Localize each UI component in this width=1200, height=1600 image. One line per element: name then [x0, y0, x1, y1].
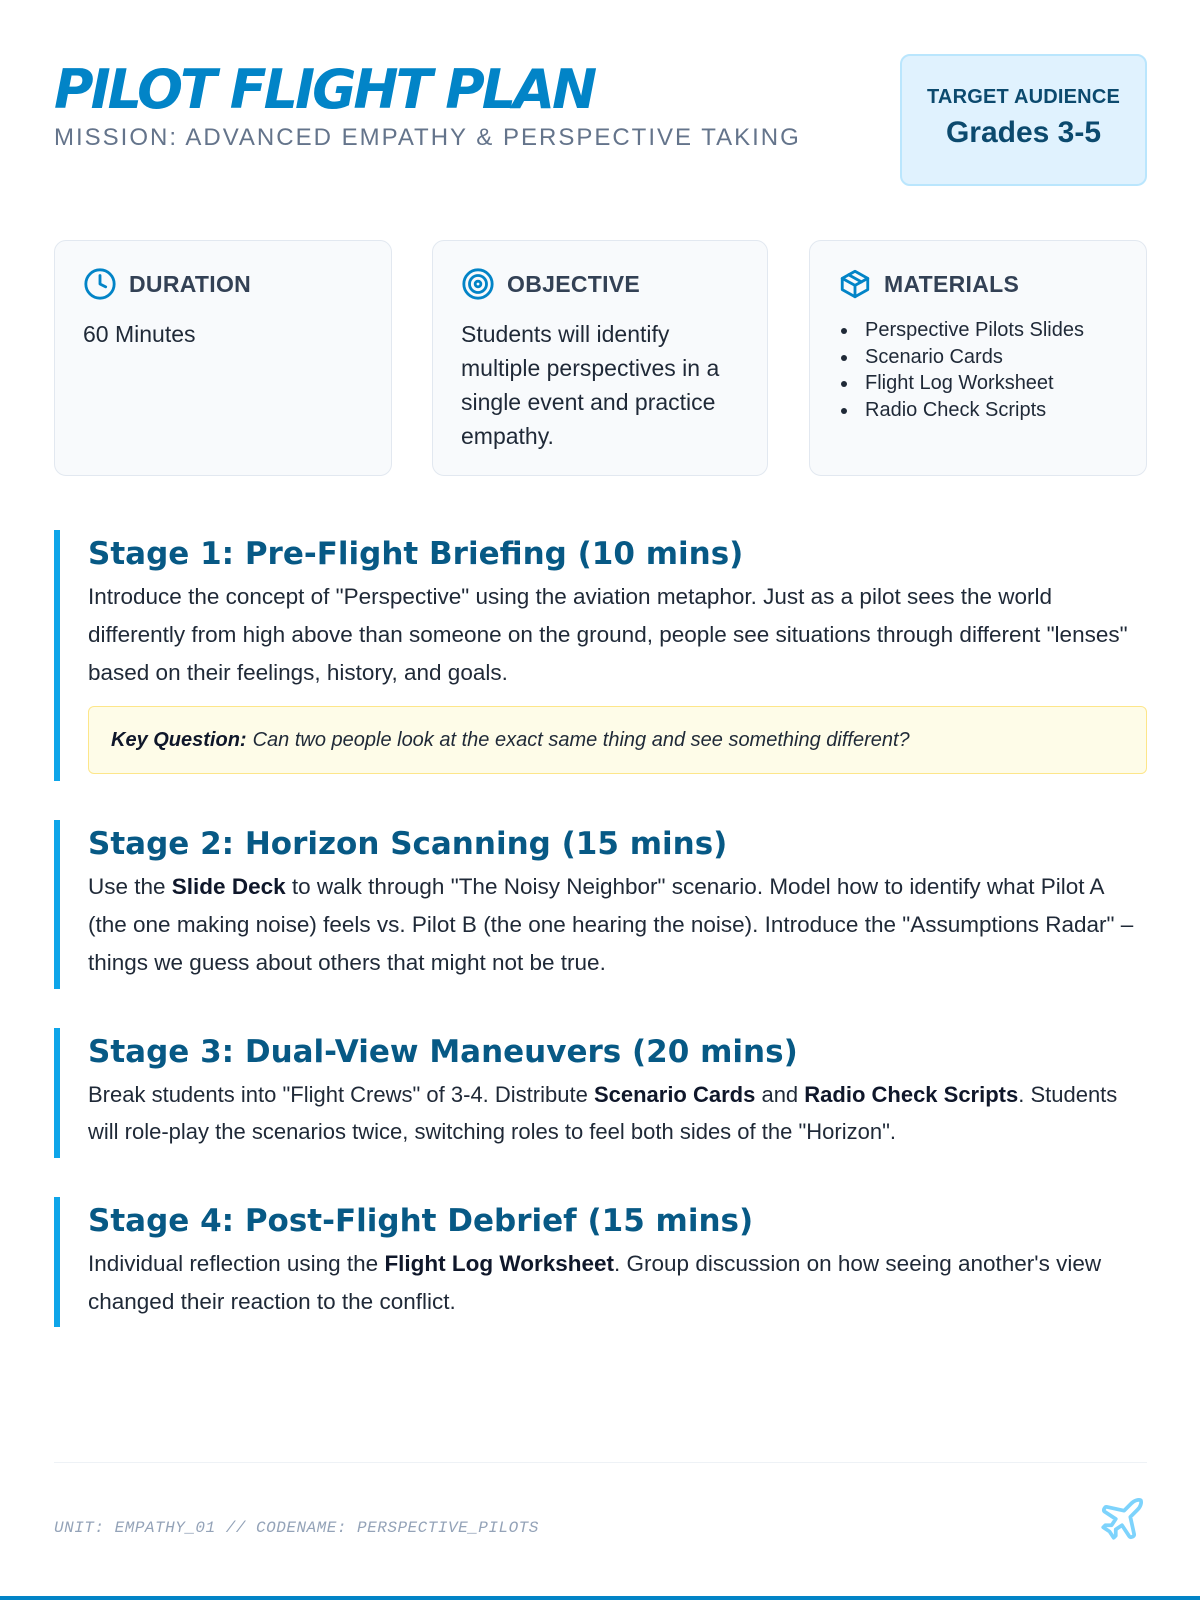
duration-card [54, 240, 392, 476]
materials-list-item: Scenario Cards [838, 344, 1132, 371]
materials-card [809, 240, 1147, 476]
materials-card-header [838, 267, 1019, 301]
plane-icon [1097, 1494, 1147, 1544]
stage-2-text-part: to walk through "The Noisy Neighbor" scenario. Model how to identify what Pilot A (the one making noise) feels vs. Pilot B (the one hearing the noise). Introduce the "Assumptions Radar" – things we guess about others that might not be true. [88, 874, 1134, 975]
materials-list [838, 317, 1132, 423]
stage-1-text: Introduce the concept of "Perspective" using the aviation metaphor. Just as a pilot sees the world differently from high above than someone on the ground, people see situations through different "lenses" based on their feelings, history, and goals. [88, 584, 1128, 685]
clock-icon [83, 267, 117, 301]
key-question-text: Can two people look at the exact same thing and see something different? [252, 728, 910, 751]
objective-title: OBJECTIVE [507, 270, 641, 297]
stage-3 [54, 1028, 1147, 1158]
stage-3-bold-radio-check-scripts: Radio Check Scripts [804, 1082, 1019, 1107]
stage-4-text [88, 1245, 1147, 1321]
stage-3-title: Stage 3: Dual-View Maneuvers (20 mins) [88, 1034, 798, 1070]
objective-card-header [461, 267, 640, 301]
objective-text: Students will identify multiple perspectives in a single event and practice empathy. [461, 321, 720, 449]
stage-1-title: Stage 1: Pre-Flight Briefing (10 mins) [88, 536, 744, 572]
key-question-box [88, 706, 1147, 774]
page-title: PILOT FLIGHT PLAN [54, 58, 595, 121]
materials-list-item: Flight Log Worksheet [838, 370, 1132, 397]
materials-list-item: Radio Check Scripts [838, 397, 1132, 424]
page-subtitle: MISSION: ADVANCED EMPATHY & PERSPECTIVE TAKING [54, 124, 801, 151]
duration-value: 60 Minutes [83, 321, 196, 347]
stage-3-text-part: . Students will role-play the scenarios twice, switching roles to feel both sides of the "Horizon". [88, 1082, 1118, 1144]
key-question-label: Key Question: [111, 728, 247, 751]
stage-1 [54, 530, 1147, 781]
stage-3-text-part: and [755, 1082, 805, 1107]
footer-divider [54, 1462, 1147, 1463]
materials-list-item: Perspective Pilots Slides [838, 317, 1132, 344]
box-icon [838, 267, 872, 301]
stage-3-bold-scenario-cards: Scenario Cards [593, 1082, 756, 1107]
target-audience-label: TARGET AUDIENCE [927, 86, 1120, 108]
stage-2 [54, 820, 1147, 989]
objective-card [432, 240, 768, 476]
stage-2-title: Stage 2: Horizon Scanning (15 mins) [88, 826, 728, 862]
header [54, 50, 1147, 190]
duration-title: DURATION [129, 270, 252, 297]
stage-2-bold-slide-deck: Slide Deck [171, 874, 286, 899]
target-audience-value: Grades 3-5 [945, 116, 1102, 149]
footer-code: UNIT: EMPATHY_01 // CODENAME: PERSPECTIVE_PILOTS [54, 1519, 539, 1537]
duration-card-header [83, 267, 251, 301]
bottom-accent-bar [0, 1596, 1200, 1600]
stage-2-text-part: Use the [88, 874, 172, 899]
stage-4-bold-flight-log-worksheet: Flight Log Worksheet [384, 1251, 615, 1276]
stage-3-text [88, 1076, 1147, 1150]
info-cards [54, 240, 1147, 476]
materials-title: MATERIALS [884, 270, 1020, 297]
stage-4-text-part: . Group discussion on how seeing another's view changed their reaction to the conflict. [88, 1251, 1102, 1314]
stage-4-text-part: Individual reflection using the [88, 1251, 385, 1276]
target-audience-badge [900, 54, 1147, 186]
stage-4 [54, 1197, 1147, 1327]
stage-4-title: Stage 4: Post-Flight Debrief (15 mins) [88, 1203, 754, 1239]
stage-3-text-part: Break students into "Flight Crews" of 3-4. Distribute [88, 1082, 594, 1107]
lesson-plan-page [54, 0, 1147, 1600]
target-icon [461, 267, 495, 301]
stage-2-text [88, 868, 1147, 982]
